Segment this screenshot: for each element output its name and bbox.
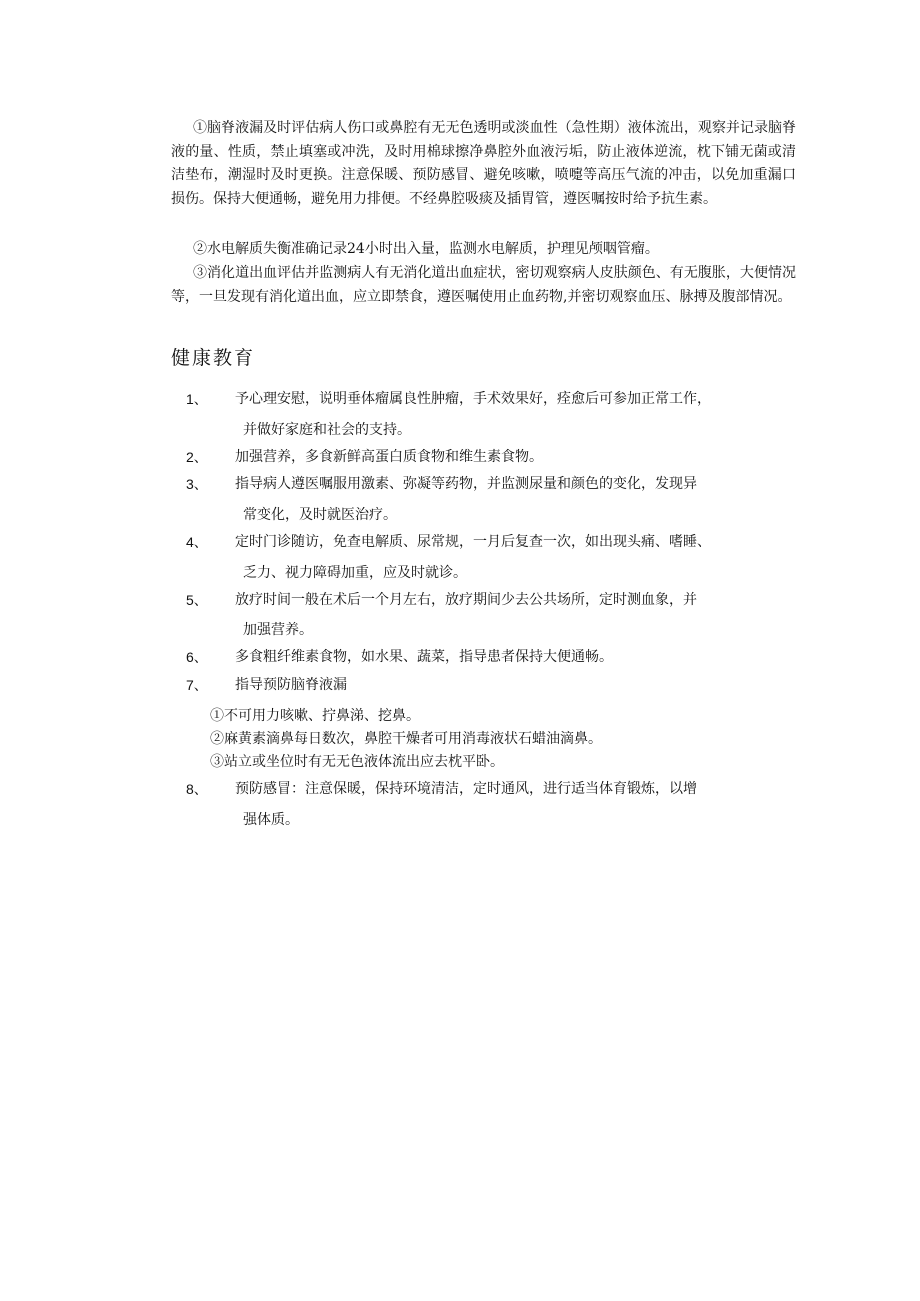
sub-item: ③站立或坐位时有无无色液体流出应去枕平卧。 xyxy=(210,754,504,770)
item-text: 加强营养，多食新鲜高蛋白质食物和维生素食物。 xyxy=(235,449,543,465)
item-number: 1、 xyxy=(186,391,208,407)
item-text: 指导预防脑脊液漏 xyxy=(235,677,347,693)
item-text-continuation: 并做好家庭和社会的支持。 xyxy=(243,422,411,438)
item-number: 3、 xyxy=(186,476,208,492)
section-heading: 健康教育 xyxy=(171,347,256,369)
item-text: 指导病人遵医嘱服用激素、弥凝等药物，并监测尿量和颜色的变化，发现异 xyxy=(235,476,697,492)
item-text: 予心理安慰，说明垂体瘤属良性肿瘤，手术效果好，痊愈后可参加正常工作， xyxy=(235,391,711,407)
education-item-5 xyxy=(0,589,920,611)
item-number: 2、 xyxy=(186,449,208,465)
item-text-continuation: 常变化，及时就医治疗。 xyxy=(243,507,397,523)
education-item-1 xyxy=(0,388,920,410)
item-number: 5、 xyxy=(186,592,208,608)
item-text: 预防感冒：注意保暖，保持环境清洁，定时通风，进行适当体育锻炼，以增 xyxy=(235,781,697,797)
item-text: 多食粗纤维素食物，如水果、蔬菜，指导患者保持大便通畅。 xyxy=(235,649,613,665)
sub-item: ①不可用力咳嗽、拧鼻涕、挖鼻。 xyxy=(210,708,420,724)
item-text-continuation: 乏力、视力障碍加重，应及时就诊。 xyxy=(243,565,467,581)
item-text: 定时门诊随访，免查电解质、尿常规，一月后复查一次，如出现头痛、嗜睡、 xyxy=(235,534,711,550)
education-item-7 xyxy=(0,674,920,696)
care-paragraph-electrolyte: ②水电解质失衡准确记录24小时出入量，监测水电解质，护理见颅咽管瘤。 xyxy=(193,241,659,257)
item-number: 4、 xyxy=(186,534,208,550)
item-text-continuation: 强体质。 xyxy=(243,812,299,828)
sub-item: ②麻黄素滴鼻每日数次，鼻腔干燥者可用消毒液状石蜡油滴鼻。 xyxy=(210,731,602,747)
item-text: 放疗时间一般在术后一个月左右，放疗期间少去公共场所，定时测血象，并 xyxy=(235,592,697,608)
item-number: 6、 xyxy=(186,649,208,665)
care-paragraph-csf-leak: ①脑脊液漏及时评估病人伤口或鼻腔有无无色透明或淡血性（急性期）液体流出，观察并记录脑脊液的量、性质，禁止填塞或冲洗，及时用棉球擦净鼻腔外血液污垢，防止液体逆流，枕下铺无菌或清洁垫布，潮湿时及时更换。注意保暖、预防感冒、避免咳嗽，喷嚏等高压气流的冲击，以免加重漏口损伤。保持大便通畅，避免用力排便。不经鼻腔吸痰及插胃管，遵医嘱按时给予抗生素。 xyxy=(171,120,796,207)
education-item-2 xyxy=(0,446,920,468)
item-number: 8、 xyxy=(186,781,208,797)
education-item-8 xyxy=(0,778,920,800)
education-item-3 xyxy=(0,473,920,495)
education-item-4 xyxy=(0,531,920,553)
care-paragraph-gi-bleeding: ③消化道出血评估并监测病人有无消化道出血症状，密切观察病人皮肤颜色、有无腹胀，大便情况等，一旦发现有消化道出血，应立即禁食，遵医嘱使用止血药物,并密切观察血压、脉搏及腹部情况。 xyxy=(171,265,796,305)
item-number: 7、 xyxy=(186,677,208,693)
item-text-continuation: 加强营养。 xyxy=(243,622,313,638)
education-item-6 xyxy=(0,646,920,668)
